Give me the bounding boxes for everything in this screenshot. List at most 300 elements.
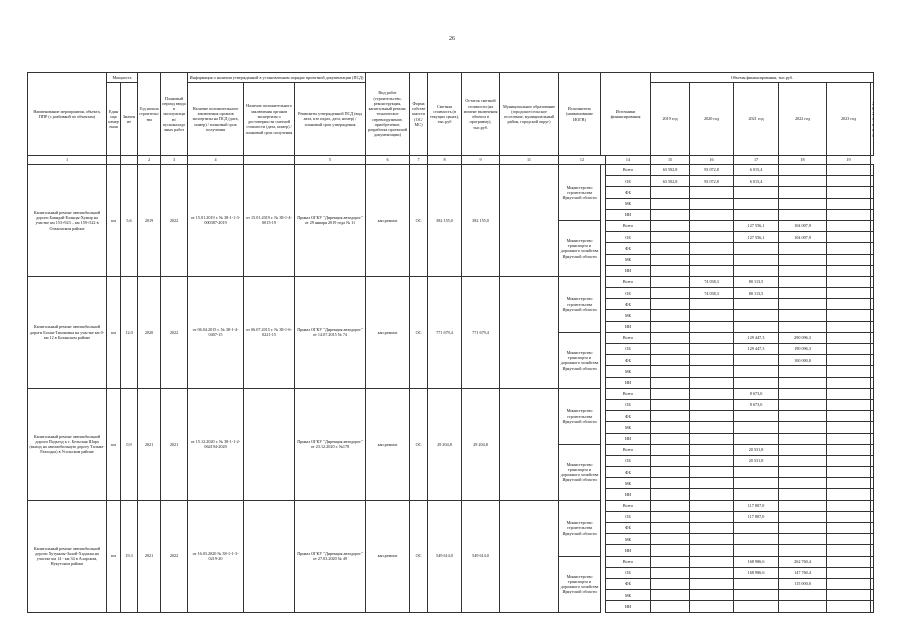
funding-value — [871, 601, 874, 612]
funding-value — [871, 332, 874, 343]
funding-value: 8 673,0 — [734, 399, 779, 410]
funding-value — [779, 209, 827, 220]
funding-source-label: ИИ — [606, 321, 651, 332]
header-municipality: Муниципальное образование (городское/сельское поселение, муниципальный район, городской округ) — [500, 73, 559, 156]
funding-value: 20 531,8 — [734, 444, 779, 455]
object-municipality — [500, 165, 559, 277]
funding-value — [871, 590, 874, 601]
funding-source-label: ИИ — [606, 209, 651, 220]
object-unit: км — [107, 165, 121, 277]
funding-source-label: ОБ — [606, 176, 651, 187]
object-cost-expertise — [244, 388, 295, 500]
funding-value — [651, 556, 690, 567]
funding-value — [827, 288, 871, 299]
funding-value — [827, 444, 871, 455]
funding-value — [827, 411, 871, 422]
funding-value — [651, 265, 690, 276]
funding-source-label: ОБ — [606, 455, 651, 466]
funding-value — [827, 243, 871, 254]
funding-value — [690, 467, 734, 478]
funding-value — [827, 433, 871, 444]
object-remaining-cost: 382 155,0 — [462, 165, 500, 277]
funding-value — [871, 344, 874, 355]
funding-value — [871, 411, 874, 422]
funding-value — [827, 399, 871, 410]
funding-value: 63 502,8 — [651, 176, 690, 187]
funding-source-label: ФБ — [606, 411, 651, 422]
funding-value — [827, 388, 871, 399]
column-number: 15 — [651, 156, 690, 165]
funding-source-label: ИИ — [606, 265, 651, 276]
funding-source-label: МБ — [606, 254, 651, 265]
funding-value — [827, 198, 871, 209]
funding-value — [779, 467, 827, 478]
funding-value — [779, 276, 827, 287]
funding-value — [827, 209, 871, 220]
funding-value — [827, 165, 871, 176]
funding-value — [779, 288, 827, 299]
column-number: 6 — [366, 156, 410, 165]
funding-value — [871, 567, 874, 578]
funding-value — [734, 265, 779, 276]
funding-value: 100 000,0 — [779, 355, 827, 366]
funding-value: 117 807,0 — [734, 500, 779, 511]
funding-value — [779, 444, 827, 455]
funding-value — [651, 399, 690, 410]
column-number: 7 — [410, 156, 428, 165]
funding-value — [690, 366, 734, 377]
funding-source-label: МБ — [606, 534, 651, 545]
object-work-type: кап.ремонт — [366, 388, 410, 500]
funding-value — [871, 500, 874, 511]
object-unit: км — [107, 388, 121, 500]
funding-value — [690, 433, 734, 444]
funding-value — [690, 455, 734, 466]
funding-value — [690, 198, 734, 209]
object-remaining-cost: 549 614,0 — [462, 500, 500, 612]
funding-value — [827, 467, 871, 478]
object-capacity-value: 5,6 — [121, 165, 138, 277]
header-value: Значение — [121, 83, 138, 156]
funding-value — [827, 344, 871, 355]
funding-value — [651, 366, 690, 377]
object-work-type: кап.ремонт — [366, 500, 410, 612]
funding-value — [779, 254, 827, 265]
funding-value — [690, 377, 734, 388]
executor-name: Министерство транспорта и дорожного хозяйства Иркутской области — [559, 332, 601, 388]
funding-value — [827, 455, 871, 466]
column-number: 4 — [188, 156, 244, 165]
funding-value — [690, 232, 734, 243]
funding-value — [651, 276, 690, 287]
funding-source-label: ИИ — [606, 489, 651, 500]
funding-value — [827, 601, 871, 612]
table-row — [28, 276, 874, 287]
funding-value — [779, 433, 827, 444]
funding-value — [827, 377, 871, 388]
object-capacity-value: 12,0 — [121, 276, 138, 388]
header-funding-volumes: Объемы финансирования, тыс.руб. — [651, 73, 874, 83]
funding-value — [827, 232, 871, 243]
funding-value — [871, 556, 874, 567]
funding-value — [734, 433, 779, 444]
column-number: 9 — [462, 156, 500, 165]
funding-value — [779, 590, 827, 601]
funding-value — [779, 243, 827, 254]
funding-source-label: Всего — [606, 444, 651, 455]
funding-value — [690, 478, 734, 489]
funding-value — [871, 388, 874, 399]
funding-value: 6 015,4 — [734, 165, 779, 176]
funding-value — [734, 411, 779, 422]
funding-value — [779, 534, 827, 545]
funding-value — [651, 444, 690, 455]
funding-value — [690, 545, 734, 556]
funding-value: 147 760,4 — [779, 567, 827, 578]
funding-value — [827, 276, 871, 287]
funding-value — [734, 422, 779, 433]
object-unit: км — [107, 276, 121, 388]
table-row — [28, 388, 874, 399]
object-planned-period: 2022 — [161, 500, 188, 612]
funding-value — [690, 511, 734, 522]
object-name: Капитальный ремонт автомобильной дороги Подъезд к с. Бельская Шара (выход на автомобильную дорогу Тальма-Разлодка) в Усольском районе — [28, 388, 107, 500]
funding-value — [827, 556, 871, 567]
funding-value — [690, 500, 734, 511]
header-year-2024: 2024 год — [871, 83, 874, 156]
funding-value: 6 015,4 — [734, 176, 779, 187]
funding-value — [827, 578, 871, 589]
object-expertise: от 15.12.2020 г. № 38-1-1-2-064194-2020 — [188, 388, 244, 500]
funding-value — [779, 422, 827, 433]
header-ownership: Форма собственности (ОС/МС) — [410, 73, 428, 156]
funding-value — [871, 455, 874, 466]
object-name: Капитальный ремонт автомобильной дороги Хутуншы-Залой-Хадахан на участке км 14 - км 34 в Аларском, Нукутском районе — [28, 500, 107, 612]
funding-value — [734, 489, 779, 500]
object-start-year: 2021 — [138, 500, 161, 612]
funding-value — [690, 209, 734, 220]
funding-source-label: ФБ — [606, 299, 651, 310]
funding-source-label: ИИ — [606, 377, 651, 388]
object-ownership: ОС — [410, 500, 428, 612]
column-number: 14 — [606, 156, 651, 165]
funding-value: 93 072,8 — [690, 176, 734, 187]
funding-value — [827, 220, 871, 231]
funding-value — [871, 276, 874, 287]
column-number — [107, 156, 121, 165]
funding-value: 290 096,3 — [779, 332, 827, 343]
funding-value — [827, 355, 871, 366]
funding-value — [651, 310, 690, 321]
funding-source-label: ФБ — [606, 578, 651, 589]
funding-value — [871, 578, 874, 589]
funding-value — [871, 209, 874, 220]
executor-name: Министерство строительства Иркутской области — [559, 276, 601, 332]
funding-value — [827, 265, 871, 276]
funding-value — [651, 511, 690, 522]
funding-value — [779, 489, 827, 500]
funding-value — [827, 321, 871, 332]
funding-value — [871, 511, 874, 522]
header-approval-details: Реквизиты утвержденной ПСД (вид акта, кто издал, дата, номер) / плановый срок утверждения — [295, 83, 366, 156]
funding-value — [871, 220, 874, 231]
funding-value — [690, 344, 734, 355]
funding-value — [779, 601, 827, 612]
funding-value — [734, 366, 779, 377]
funding-value — [651, 288, 690, 299]
funding-value — [779, 399, 827, 410]
header-year-2023: 2023 год — [827, 83, 871, 156]
column-number: 17 — [734, 156, 779, 165]
header-year-2022: 2022 год — [779, 83, 827, 156]
funding-value — [734, 523, 779, 534]
funding-value — [779, 545, 827, 556]
funding-value: 80 113,5 — [734, 276, 779, 287]
funding-value — [827, 567, 871, 578]
funding-source-label: ОБ — [606, 399, 651, 410]
funding-value — [734, 321, 779, 332]
object-expertise: от 06.04.2015 г. № 38-1-4-0407-15 — [188, 276, 244, 388]
funding-source-label: ОБ — [606, 567, 651, 578]
funding-value — [871, 545, 874, 556]
funding-value — [779, 366, 827, 377]
funding-value — [734, 310, 779, 321]
funding-value — [651, 388, 690, 399]
funding-value: 8 673,0 — [734, 388, 779, 399]
funding-value — [871, 254, 874, 265]
funding-value — [734, 578, 779, 589]
column-number: 18 — [779, 156, 827, 165]
funding-value — [651, 467, 690, 478]
funding-value — [871, 399, 874, 410]
funding-value — [690, 601, 734, 612]
funding-value — [734, 187, 779, 198]
funding-value: 262 760,4 — [779, 556, 827, 567]
object-municipality — [500, 276, 559, 388]
funding-value — [871, 534, 874, 545]
funding-source-label: МБ — [606, 198, 651, 209]
page-number: 26 — [449, 36, 455, 42]
funding-value — [734, 209, 779, 220]
funding-value — [871, 422, 874, 433]
header-planned-period: Плановый период ввода в эксплуатацию/ пусконаладочных работ — [161, 73, 188, 156]
column-number: 12 — [559, 156, 606, 165]
funding-source-label: МБ — [606, 478, 651, 489]
funding-value — [871, 523, 874, 534]
funding-value — [690, 220, 734, 231]
header-remaining-cost: Остаток сметной стоимости (на момент включения объекта в программу), тыс.руб. — [462, 73, 500, 156]
funding-value — [871, 366, 874, 377]
column-number: 19 — [827, 156, 871, 165]
funding-value — [734, 377, 779, 388]
funding-value — [690, 299, 734, 310]
header-start-year: Год начала строительства — [138, 73, 161, 156]
object-approval: Приказ ОГКУ "Дирекция автодорог" от 14.07.2015 № 74 — [295, 276, 366, 388]
executor-name: Министерство строительства Иркутской области — [559, 500, 601, 556]
funding-source-label: Всего — [606, 556, 651, 567]
funding-value — [690, 444, 734, 455]
funding-value — [827, 523, 871, 534]
executor-name: Министерство транспорта и дорожного хозяйства Иркутской области — [559, 444, 601, 500]
object-estimated-cost: 382 155,0 — [428, 165, 462, 277]
funding-source-label: ФБ — [606, 187, 651, 198]
funding-value — [651, 321, 690, 332]
funding-value — [690, 411, 734, 422]
funding-value — [651, 198, 690, 209]
funding-value — [651, 433, 690, 444]
funding-value — [871, 478, 874, 489]
funding-value — [827, 478, 871, 489]
funding-value — [734, 198, 779, 209]
funding-source-label: МБ — [606, 590, 651, 601]
funding-source-label: ФБ — [606, 355, 651, 366]
funding-source-label: Всего — [606, 276, 651, 287]
header-docs-info: Информация о наличии утвержденной в установленном порядке проектной документации (ПСД) — [188, 73, 366, 83]
funding-source-label: Всего — [606, 388, 651, 399]
funding-value — [779, 165, 827, 176]
funding-value — [690, 332, 734, 343]
funding-value: 117 807,0 — [734, 511, 779, 522]
funding-value: 80 113,5 — [734, 288, 779, 299]
object-estimated-cost: 549 614,0 — [428, 500, 462, 612]
header-unit: Единица измерения — [107, 83, 121, 156]
funding-value — [734, 467, 779, 478]
funding-value — [651, 254, 690, 265]
funding-value — [871, 321, 874, 332]
funding-source-label: ФБ — [606, 523, 651, 534]
header-expertise-positive: Наличие положительного заключения органов экспертизы на ПСД (дата, номер) / плановый срок получения — [188, 83, 244, 156]
funding-value — [871, 265, 874, 276]
table-row — [28, 165, 874, 176]
funding-value — [651, 489, 690, 500]
funding-value — [651, 232, 690, 243]
object-planned-period: 2021 — [161, 388, 188, 500]
funding-value — [651, 220, 690, 231]
executor-name: Министерство транспорта и дорожного хозяйства Иркутской области — [559, 220, 601, 276]
column-number: 11 — [500, 156, 559, 165]
funding-value — [779, 500, 827, 511]
header-year-2020: 2020 год — [690, 83, 734, 156]
object-ownership: ОС — [410, 165, 428, 277]
header-estimated-cost: Сметная стоимость (в текущих ценах), тыс.руб — [428, 73, 462, 156]
funding-value — [690, 578, 734, 589]
object-municipality — [500, 500, 559, 612]
funding-value: 168 986,6 — [734, 567, 779, 578]
funding-value: 168 986,6 — [734, 556, 779, 567]
funding-value — [779, 187, 827, 198]
funding-value: 127 556,1 — [734, 220, 779, 231]
funding-value — [779, 411, 827, 422]
funding-source-label: Всего — [606, 500, 651, 511]
funding-source-label: ИИ — [606, 433, 651, 444]
funding-value — [690, 523, 734, 534]
header-work-type: Вид работ (строительство, реконструкция, капитальный ремонт, техническое перевооружение, приобретение, разработка проектной документации) — [366, 73, 410, 156]
funding-source-label: Всего — [606, 220, 651, 231]
funding-value — [779, 310, 827, 321]
funding-value — [734, 254, 779, 265]
funding-source-label: ФБ — [606, 243, 651, 254]
funding-value — [871, 232, 874, 243]
investment-program-table — [27, 72, 874, 613]
funding-value — [651, 344, 690, 355]
funding-value — [827, 332, 871, 343]
executor-name: Министерство транспорта и дорожного хозяйства Иркутской области — [559, 556, 601, 612]
funding-value — [779, 321, 827, 332]
funding-value — [690, 590, 734, 601]
object-work-type: кап.ремонт — [366, 165, 410, 277]
funding-value — [871, 165, 874, 176]
header-year-2021: 2021 год — [734, 83, 779, 156]
funding-value — [734, 601, 779, 612]
funding-value — [871, 377, 874, 388]
funding-value — [690, 321, 734, 332]
object-municipality — [500, 388, 559, 500]
funding-source-label: ИИ — [606, 601, 651, 612]
funding-source-label: ИИ — [606, 545, 651, 556]
funding-source-label: МБ — [606, 366, 651, 377]
funding-value: 20 531,8 — [734, 455, 779, 466]
funding-value — [827, 176, 871, 187]
funding-value — [734, 355, 779, 366]
funding-value — [779, 198, 827, 209]
funding-source-label: ОБ — [606, 511, 651, 522]
object-cost-expertise — [244, 500, 295, 612]
funding-value — [871, 198, 874, 209]
funding-value — [690, 422, 734, 433]
object-work-type: кап.ремонт — [366, 276, 410, 388]
funding-value: 129 447,3 — [734, 332, 779, 343]
column-number-row — [28, 156, 874, 165]
funding-value — [827, 299, 871, 310]
funding-value — [651, 332, 690, 343]
funding-value — [690, 556, 734, 567]
funding-value — [779, 478, 827, 489]
funding-value — [651, 243, 690, 254]
object-remaining-cost: 29 204,8 — [462, 388, 500, 500]
column-number — [244, 156, 295, 165]
funding-value — [827, 545, 871, 556]
funding-source-label: ОБ — [606, 288, 651, 299]
funding-value — [871, 310, 874, 321]
funding-value — [827, 422, 871, 433]
object-expertise: от 15.01.2019 г. № 38-1-1-3-000387-2019 — [188, 165, 244, 277]
header-name: Наименование мероприятия, объекта, ППР (с разбивкой по объектам) — [28, 73, 107, 156]
funding-value — [827, 511, 871, 522]
column-number: 16 — [690, 156, 734, 165]
executor-name: Министерство строительства Иркутской области — [559, 388, 601, 444]
funding-value — [651, 534, 690, 545]
funding-value — [827, 590, 871, 601]
funding-value — [690, 489, 734, 500]
object-ownership: ОС — [410, 388, 428, 500]
funding-value: 93 072,8 — [690, 165, 734, 176]
funding-value — [871, 243, 874, 254]
funding-value — [827, 187, 871, 198]
funding-value — [827, 310, 871, 321]
funding-value — [827, 489, 871, 500]
funding-value — [734, 243, 779, 254]
column-number: 2 — [138, 156, 161, 165]
funding-value: 104 007,9 — [779, 232, 827, 243]
funding-value — [779, 523, 827, 534]
funding-value — [827, 534, 871, 545]
funding-value: 115 000,0 — [779, 578, 827, 589]
funding-value — [779, 455, 827, 466]
funding-value — [690, 355, 734, 366]
object-name: Капитальный ремонт автомобильной дороги Баяндай-Еланцы-Хужир на участке км 153+923 – км 159+522 в Ольхонском районе — [28, 165, 107, 277]
funding-value — [734, 534, 779, 545]
funding-value — [871, 299, 874, 310]
